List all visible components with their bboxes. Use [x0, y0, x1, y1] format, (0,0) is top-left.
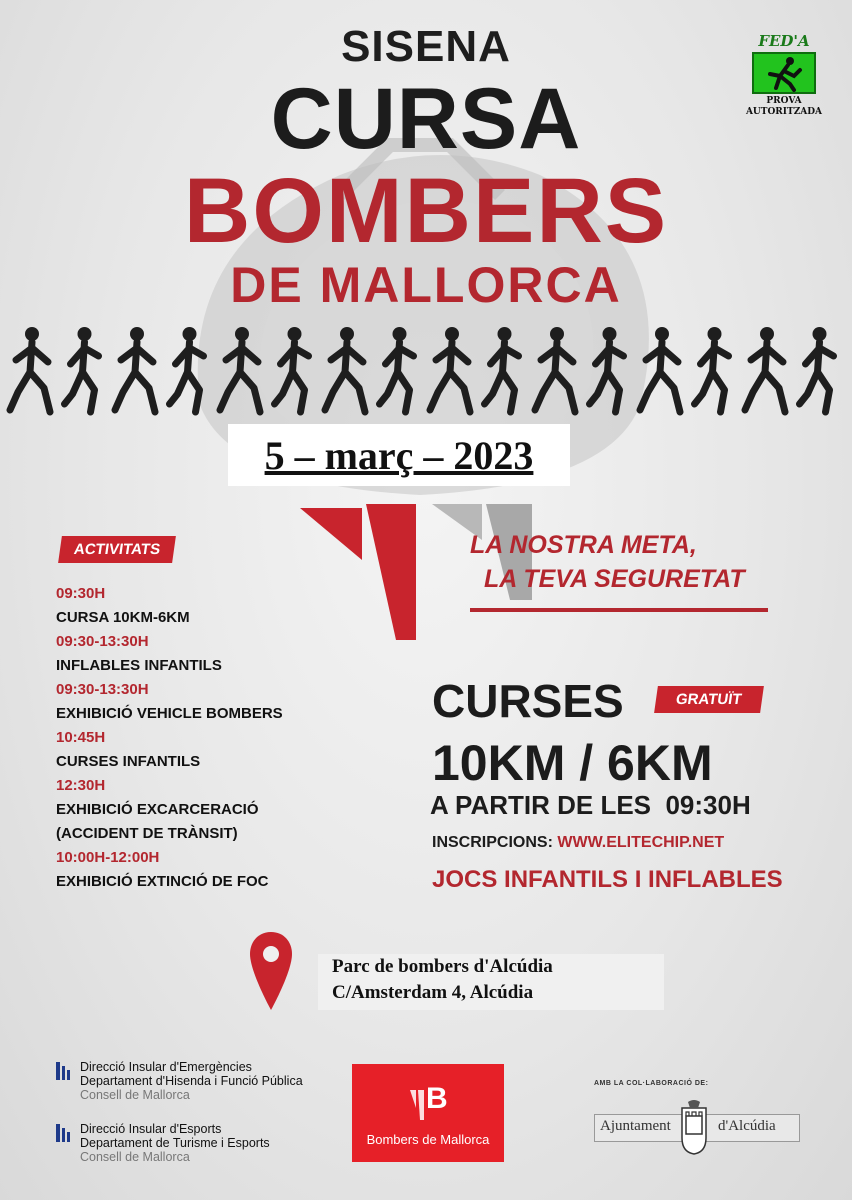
inscriptions [432, 834, 724, 852]
organizer-emergencies [56, 1060, 346, 1102]
activity-item [56, 678, 386, 726]
title-bombers: BOMBERS [183, 160, 669, 262]
organizer-line-3: Consell de Mallorca [80, 1088, 190, 1102]
federation-logo [740, 32, 828, 122]
runner-silhouette-icon [745, 327, 785, 412]
activity-time: 09:30-13:30H [56, 681, 149, 698]
runner-silhouette-icon [640, 327, 680, 412]
activity-item [56, 582, 386, 630]
activity-item [56, 774, 386, 846]
runner-silhouette-icon [275, 327, 309, 412]
activity-label: EXHIBICIÓ VEHICLE BOMBERS [56, 705, 283, 722]
consell-mark-icon [56, 1062, 70, 1080]
inscriptions-url[interactable]: WWW.ELITECHIP.NET [557, 834, 725, 851]
extras-text: JOCS INFANTILS I INFLABLES [432, 866, 783, 893]
runner-silhouette-icon [10, 327, 50, 412]
activity-label: INFLABLES INFANTILS [56, 657, 222, 674]
coat-of-arms-icon [676, 1098, 712, 1156]
bombers-logo-mark-icon [408, 1078, 448, 1124]
runner-silhouette-icon [65, 327, 99, 412]
title-cursa: CURSA [270, 71, 582, 167]
runner-silhouette-icon [430, 327, 470, 412]
activities-list [56, 582, 386, 894]
location-box [318, 954, 664, 1010]
organizer-line-1: Direcció Insular d'Esports [80, 1122, 222, 1136]
race-distances: 10KM / 6KM [432, 735, 713, 791]
runner-silhouette-icon [485, 327, 519, 412]
runner-silhouette-icon [590, 327, 624, 412]
race-start-time: A PARTIR DE LES 09:30H [430, 790, 751, 820]
runner-icon [752, 52, 816, 94]
federation-logo-top: FED'A [758, 32, 810, 50]
runner-silhouette-icon [170, 327, 204, 412]
runner-silhouette-icon [220, 327, 260, 412]
bombers-logo-letter: B [426, 1082, 448, 1115]
activity-time: 10:45H [56, 729, 106, 746]
map-pin-icon [248, 930, 294, 1012]
organizer-line-2: Departament d'Hisenda i Funció Pública [80, 1074, 303, 1088]
inscriptions-label: INSCRIPCIONS: [432, 834, 553, 851]
runner-silhouette-icon [325, 327, 365, 412]
activity-item [56, 846, 386, 894]
activity-time: 09:30H [56, 585, 106, 602]
location-line-1: Parc de bombers d'Alcúdia [332, 956, 553, 977]
runner-silhouette-icon [380, 327, 414, 412]
organizer-line-3: Consell de Mallorca [80, 1150, 190, 1164]
bombers-logo-label: Bombers de Mallorca [366, 1132, 490, 1147]
ajuntament-alcudia-logo [594, 1098, 798, 1156]
runner-silhouette-icon [115, 327, 155, 412]
organizer-line-2: Departament de Turisme i Esports [80, 1136, 270, 1150]
ajuntament-word-1: Ajuntament [600, 1118, 671, 1134]
runner-silhouette-icon [800, 327, 834, 412]
activity-item [56, 726, 386, 774]
slogan-underline [470, 608, 768, 612]
federation-logo-bottom: PROVA AUTORITZADA [745, 96, 823, 117]
collaboration-label: AMB LA COL·LABORACIÓ DE: [594, 1080, 709, 1087]
ajuntament-word-2: d'Alcúdia [718, 1118, 776, 1134]
location-line-2: C/Amsterdam 4, Alcúdia [332, 982, 534, 1003]
activity-item [56, 630, 386, 678]
activity-label: CURSA 10KM-6KM [56, 609, 190, 626]
race-heading: CURSES [432, 675, 624, 727]
activities-badge: ACTIVITATS [58, 536, 176, 563]
runner-silhouette-icon [535, 327, 575, 412]
date-box [228, 424, 570, 486]
slogan-line-2: LA TEVA SEGURETAT [484, 565, 745, 593]
title-de-mallorca: DE MALLORCA [230, 257, 622, 313]
organizer-sports [56, 1122, 346, 1164]
activity-time: 09:30-13:30H [56, 633, 149, 650]
event-date: 5 – març – 2023 [264, 432, 534, 478]
organizer-line-1: Direcció Insular d'Emergències [80, 1060, 252, 1074]
consell-mark-icon [56, 1124, 70, 1142]
activity-time: 12:30H [56, 777, 106, 794]
free-badge: GRATUÏT [654, 686, 763, 713]
activity-label: CURSES INFANTILS [56, 753, 201, 770]
runner-silhouette-icon [695, 327, 729, 412]
activity-label: EXHIBICIÓ EXTINCIÓ DE FOC [56, 873, 269, 890]
slogan-line-1: LA NOSTRA META, [470, 531, 697, 559]
activity-label: EXHIBICIÓ EXCARCERACIÓ (ACCIDENT DE TRÀNSIT) [56, 801, 259, 842]
activity-time: 10:00H-12:00H [56, 849, 160, 866]
runners-silhouettes [0, 322, 852, 422]
title-sisena: SISENA [341, 22, 511, 71]
bombers-mallorca-logo [352, 1064, 504, 1162]
slogan [470, 528, 770, 596]
